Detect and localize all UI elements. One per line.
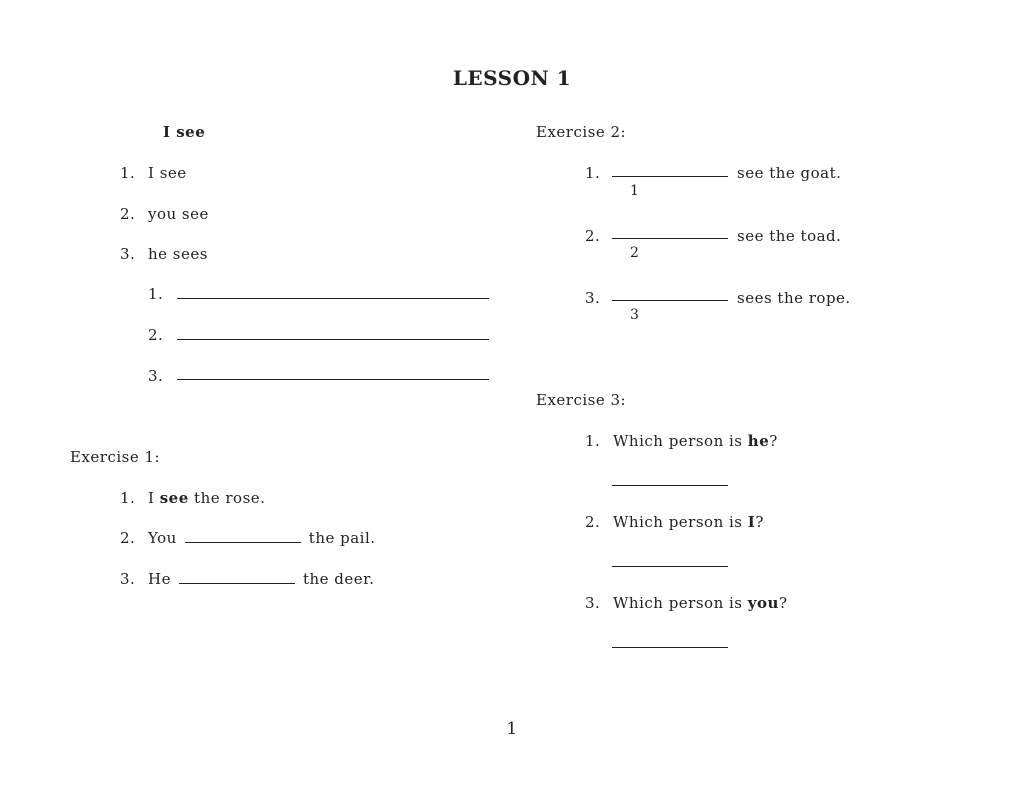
- exercise1-num: 2.: [120, 529, 136, 547]
- blank-num: 3.: [148, 367, 164, 385]
- exercise1-item: [148, 570, 374, 588]
- item-text: I: [148, 489, 155, 507]
- exercise1-item: [148, 529, 376, 547]
- person-hint: 2: [630, 245, 639, 261]
- question-end: ?: [778, 594, 788, 612]
- question-bold: I: [747, 513, 756, 531]
- answer-line[interactable]: [612, 238, 728, 239]
- question-bold: you: [747, 594, 779, 612]
- conjugation-num: 3.: [120, 245, 136, 263]
- question-bold: he: [747, 432, 770, 450]
- conjugation-text: he sees: [148, 245, 208, 263]
- item-text: He: [148, 570, 171, 588]
- item-text: the deer.: [302, 570, 375, 588]
- question-text: Which person is: [613, 432, 743, 450]
- exercise3-question: [613, 513, 764, 531]
- exercise3-question: [613, 594, 787, 612]
- item-text: You: [148, 529, 177, 547]
- exercise1-item: [148, 489, 265, 507]
- exercise1-heading: Exercise 1:: [70, 448, 161, 466]
- question-text: Which person is: [613, 594, 743, 612]
- blank-num: 1.: [148, 285, 164, 303]
- exercise3-heading: Exercise 3:: [536, 391, 627, 409]
- page-number: 1: [506, 719, 518, 739]
- exercise1-num: 1.: [120, 489, 136, 507]
- person-hint: 3: [630, 307, 639, 323]
- exercise2-num: 1.: [585, 164, 601, 182]
- item-bold: see: [159, 489, 189, 507]
- exercise2-num: 2.: [585, 227, 601, 245]
- answer-line[interactable]: [177, 379, 489, 380]
- answer-line[interactable]: [612, 176, 728, 177]
- answer-line[interactable]: [177, 298, 489, 299]
- conjugation-num: 2.: [120, 205, 136, 223]
- conjugation-heading: I see: [163, 123, 206, 141]
- item-text: the pail.: [308, 529, 376, 547]
- item-text: see the toad.: [737, 227, 842, 245]
- exercise3-num: 3.: [585, 594, 601, 612]
- exercise2-heading: Exercise 2:: [536, 123, 627, 141]
- exercise3-num: 1.: [585, 432, 601, 450]
- answer-line[interactable]: [612, 566, 728, 567]
- exercise3-num: 2.: [585, 513, 601, 531]
- exercise1-num: 3.: [120, 570, 136, 588]
- answer-line[interactable]: [179, 583, 295, 584]
- conjugation-num: 1.: [120, 164, 136, 182]
- question-end: ?: [755, 513, 764, 531]
- conjugation-text: I see: [148, 164, 187, 182]
- answer-line[interactable]: [612, 485, 728, 486]
- question-end: ?: [769, 432, 778, 450]
- question-text: Which person is: [613, 513, 743, 531]
- page-title: LESSON 1: [452, 66, 572, 90]
- answer-line[interactable]: [612, 300, 728, 301]
- conjugation-text: you see: [148, 205, 209, 223]
- exercise2-num: 3.: [585, 289, 601, 307]
- answer-line[interactable]: [177, 339, 489, 340]
- answer-line[interactable]: [185, 542, 301, 543]
- person-hint: 1: [630, 183, 639, 199]
- exercise3-question: [613, 432, 778, 450]
- item-text: the rose.: [194, 489, 266, 507]
- item-text: see the goat.: [737, 164, 842, 182]
- item-text: sees the rope.: [737, 289, 851, 307]
- answer-line[interactable]: [612, 647, 728, 648]
- blank-num: 2.: [148, 326, 164, 344]
